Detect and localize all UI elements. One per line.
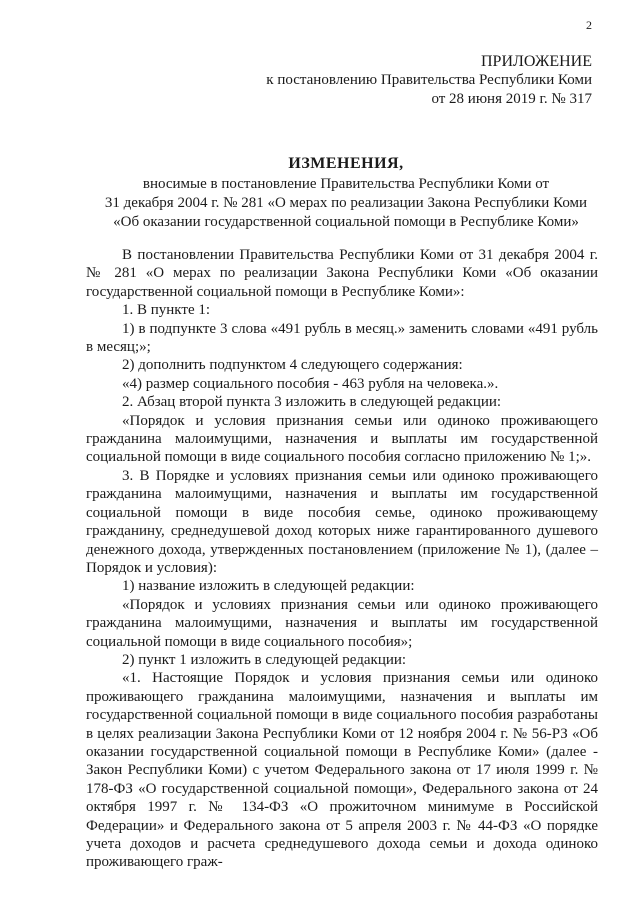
title-block <box>86 154 606 232</box>
document-heading: ИЗМЕНЕНИЯ, <box>288 155 404 172</box>
title-line-2: 31 декабря 2004 г. № 281 «О мерах по реализации Закона Республики Коми <box>104 195 588 211</box>
appendix-block <box>232 52 592 109</box>
paragraph: 2) дополнить подпунктом 4 следующего содержания: <box>122 357 463 374</box>
paragraph: В постановлении Правительства Республики Коми от 31 декабря 2004 г. № 281 «О мерах по реализации Закона Республики Коми «Об оказании государственной социальной помощи в Республике Коми»: <box>86 247 598 300</box>
paragraph: 1. В пункте 1: <box>122 302 211 319</box>
appendix-reference: к постановлению Правительства Республики Коми <box>266 72 592 88</box>
paragraph: «Порядок и условия признания семьи или одиноко проживающего гражданина малоимущими, назначения и выплаты им государственной социальной помощи в виде социального пособия согласно приложению № 1;». <box>86 412 598 466</box>
appendix-label: ПРИЛОЖЕНИЕ <box>480 53 592 70</box>
paragraph: 1) название изложить в следующей редакции: <box>122 578 415 595</box>
appendix-date: от 28 июня 2019 г. № 317 <box>431 91 592 107</box>
title-line-3: «Об оказании государственной социальной помощи в Республике Коми» <box>113 214 579 230</box>
paragraph: «Порядок и условиях признания семьи или одиноко проживающего гражданина малоимущими, назначения и выплаты им государственной социальной помощи в виде социального пособия»; <box>86 596 598 650</box>
paragraph: «4) размер социального пособия - 463 рубля на человека.». <box>122 375 499 392</box>
paragraph: 3. В Порядке и условиях признания семьи или одиноко проживающего гражданина малоимущими, назначения и выплаты им государственной социальной помощи в виде пособия семье, одиноко проживающему гражданину, среднедушевой доход которых ниже гарантированного душевого денежного дохода, утвержденных постановлением (приложение № 1), (далее – Порядок и условия): <box>86 467 598 576</box>
paragraph: «1. Настоящие Порядок и условия признания семьи или одиноко проживающего гражданина малоимущими, назначения и выплаты им государственной социальной помощи в виде социального пособия разработаны в целях реализации Закона Республики Коми от 12 ноября 2004 г. № 56-РЗ «Об оказании государственной социальной помощи в Республике Коми» (далее - Закон Республики Коми) с учетом Федерального закона от 17 июля 1999 г. № 178-ФЗ «О государственной социальной помощи», Федерального закона от 24 октября 1997 г. № 134-ФЗ «О прожиточном минимуме в Российской Федерации» и Федерального закона от 5 апреля 2003 г. № 44-ФЗ «О порядке учета доходов и расчета среднедушевого дохода семьи и дохода одиноко проживающего граж- <box>86 670 598 871</box>
paragraph: 2. Абзац второй пункта 3 изложить в следующей редакции: <box>122 394 502 411</box>
page-number: 2 <box>586 18 592 32</box>
title-line-1: вносимые в постановление Правительства Республики Коми от <box>142 176 550 192</box>
paragraph: 2) пункт 1 изложить в следующей редакции: <box>122 651 407 668</box>
document-body <box>86 246 598 872</box>
paragraph: 1) в подпункте 3 слова «491 рубль в месяц.» заменить словами «491 рубль в месяц;»; <box>86 320 598 356</box>
